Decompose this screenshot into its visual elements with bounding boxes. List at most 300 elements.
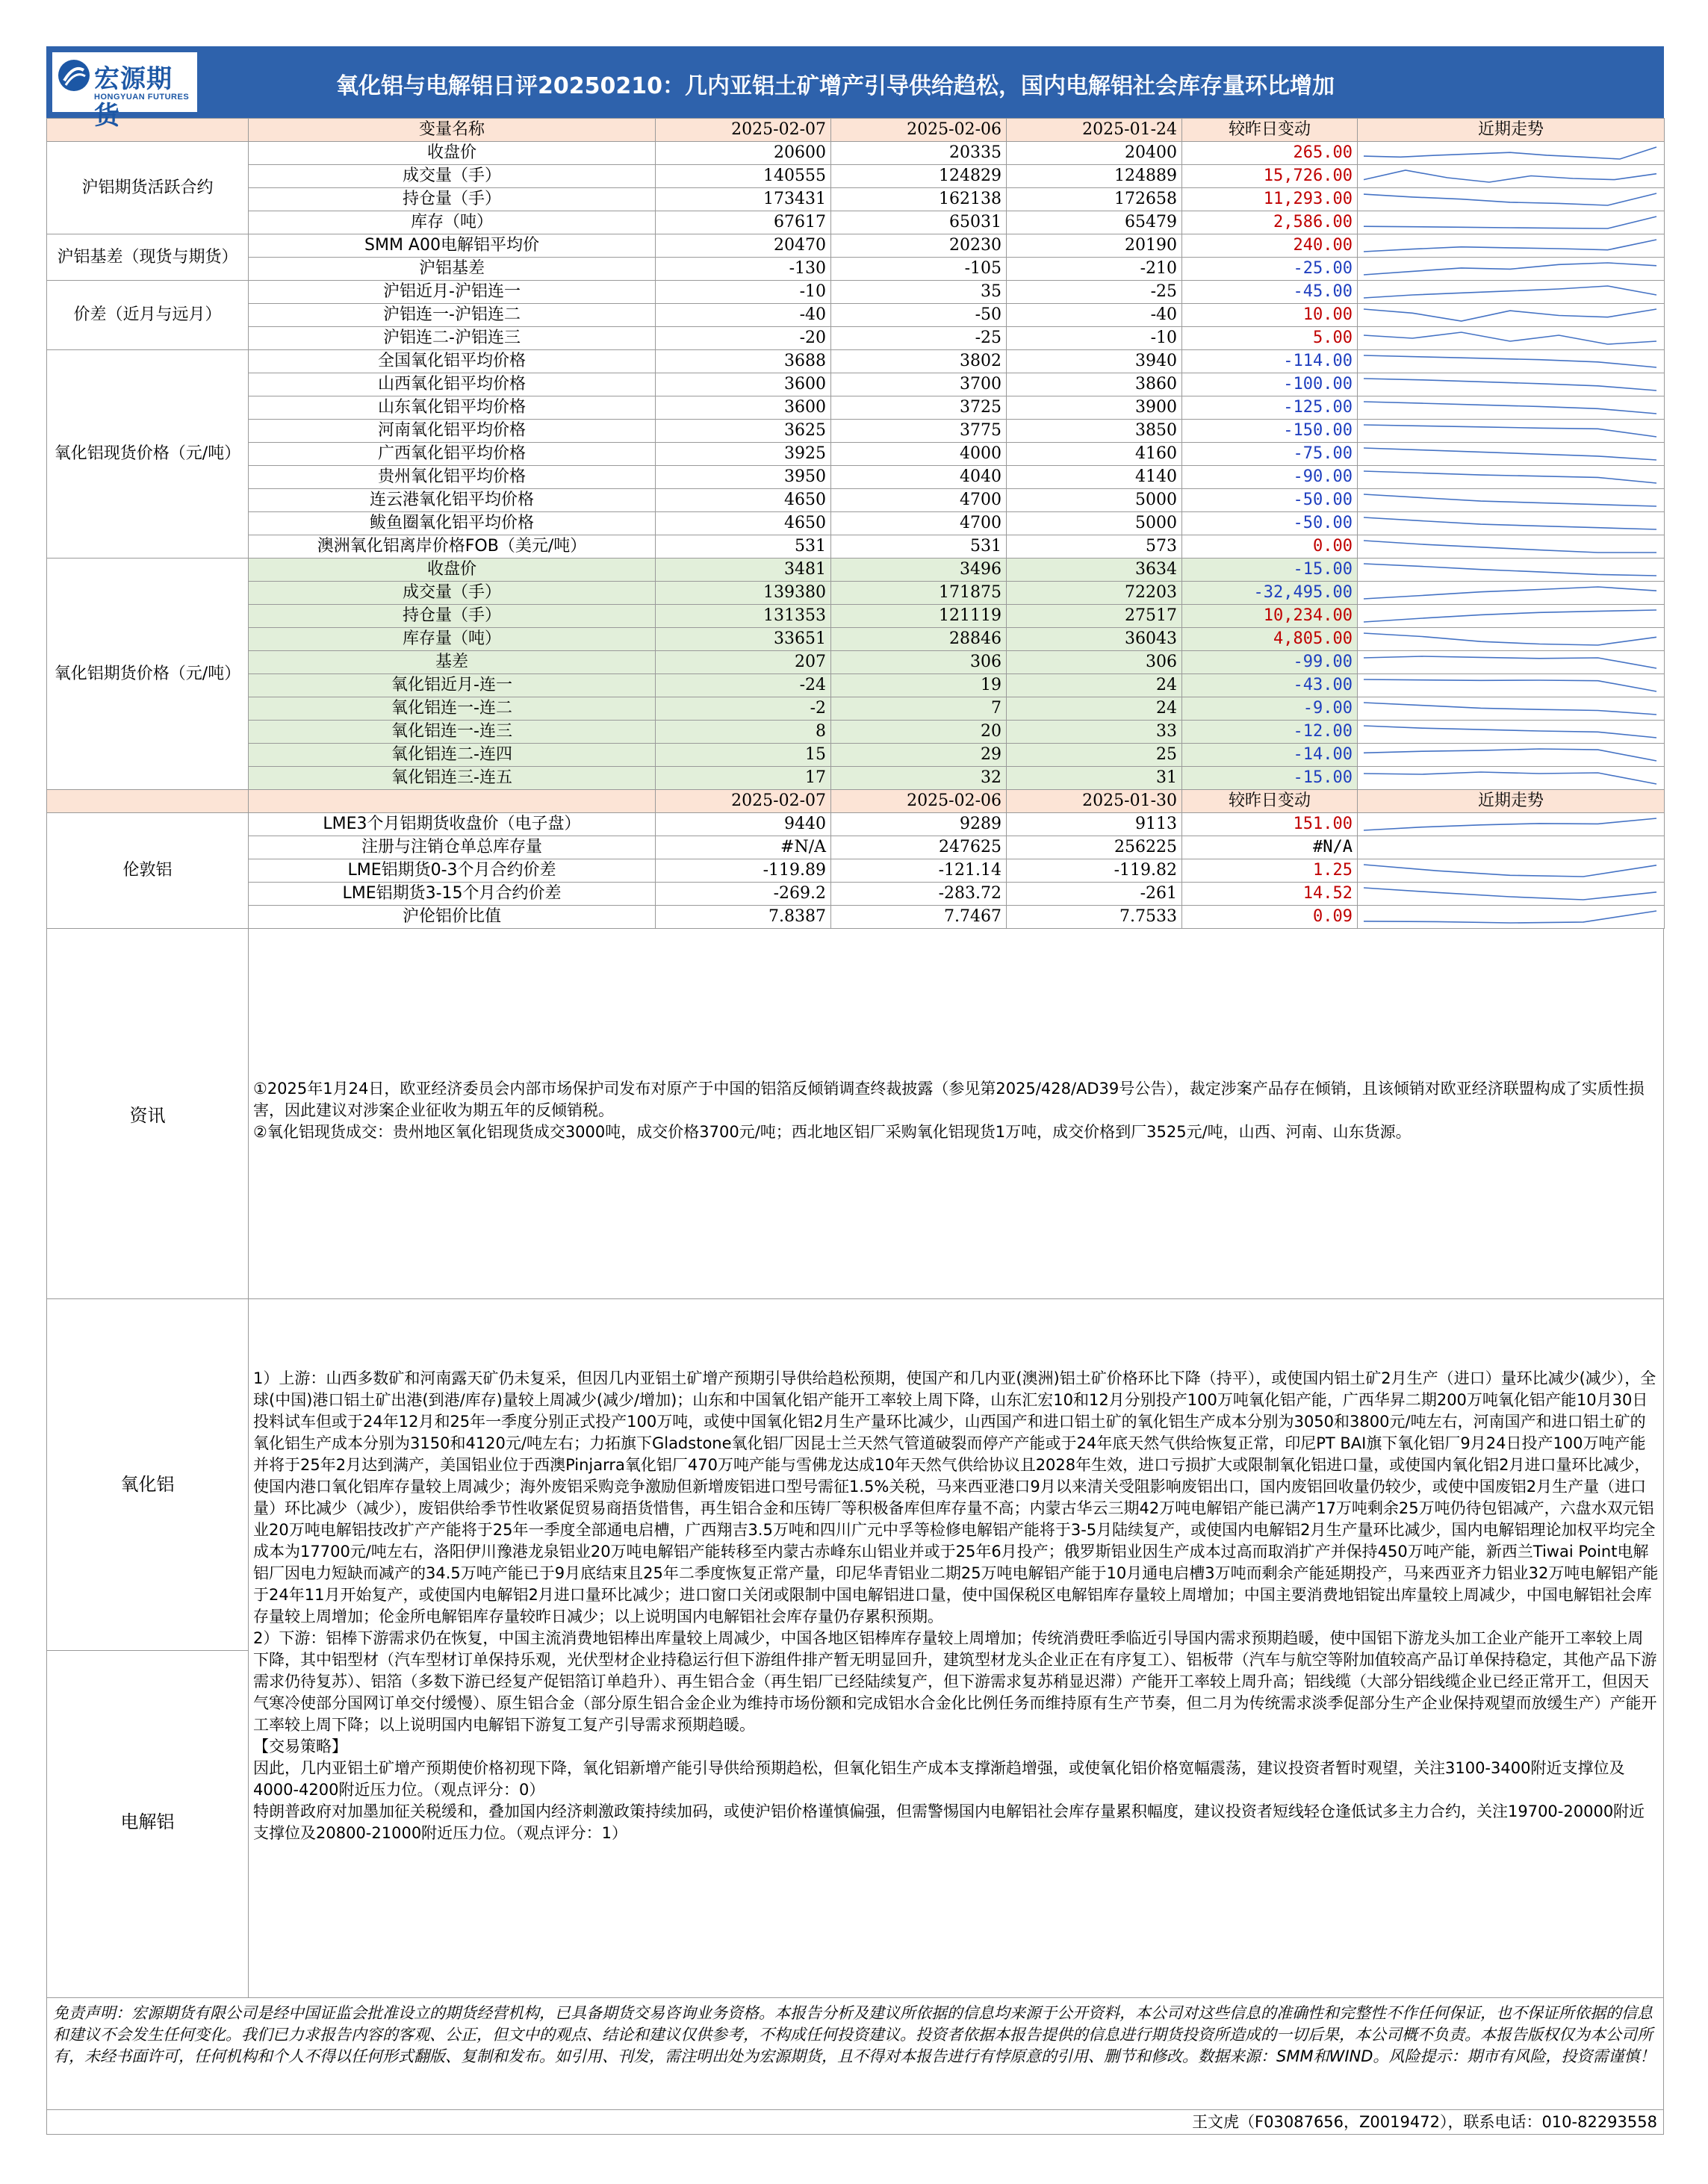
value-date-3: 5000: [1007, 489, 1182, 512]
daily-change: 0.00: [1182, 535, 1358, 559]
table-row: [47, 443, 1665, 466]
trend-sparkline: [1358, 906, 1665, 929]
daily-change: 15,726.00: [1182, 165, 1358, 188]
table-row: [47, 142, 1665, 165]
disclaimer: 免责声明：宏源期货有限公司是经中国证监会批准设立的期货经营机构，已具备期货交易咨询业务资格。本报告分析及建议所依据的信息均来源于公开资料，本公司对这些信息的准确性和完整性不作任何保证，也不保证所依据的信息和建议不会发生任何变化。我们已力求报告内容的客观、公正，但文中的观点、结论和建议仅供参考，不构成任何投资建议。投资者依据本报告提供的信息进行期货投资所造成的一切后果，本公司概不负责。本报告版权仅为本公司所有，未经书面许可，任何机构和个人不得以任何形式翻版、复制和发布。如引用、刊发，需注明出处为宏源期货，且不得对本报告进行有悖原意的引用、删节和修改。数据来源：SMM和WIND。风险提示：期市有风险，投资需谨慎！: [46, 1998, 1664, 2110]
table-row: [47, 281, 1665, 304]
value-date-1: -2: [656, 697, 831, 721]
value-date-2: 531: [831, 535, 1007, 559]
sparkline-chart: [1361, 213, 1659, 232]
value-date-3: 65479: [1007, 211, 1182, 234]
table-row: [47, 489, 1665, 512]
daily-change: -14.00: [1182, 744, 1358, 767]
value-date-1: 3481: [656, 559, 831, 582]
sparkline-line: [1364, 610, 1656, 622]
sparkline-line: [1364, 749, 1656, 761]
trend-sparkline: [1358, 489, 1665, 512]
value-date-2: 3802: [831, 350, 1007, 373]
variable-name: 鲅鱼圈氧化铝平均价格: [249, 512, 656, 535]
daily-change: 11,293.00: [1182, 188, 1358, 211]
daily-change: 10,234.00: [1182, 605, 1358, 628]
sparkline-chart: [1361, 514, 1659, 533]
value-date-3: 4160: [1007, 443, 1182, 466]
table-row: [47, 813, 1665, 836]
sparkline-line: [1364, 703, 1656, 715]
news-item-1: ①2025年1月24日，欧亚经济委员会内部市场保护司发布对原产于中国的铝箔反倾销调查终裁披露（参见第2025/428/AD39号公告），裁定涉案产品存在倾销，且该倾销对欧亚经济联盟构成了实质性损害，因此建议对涉案企业征收为期五年的反倾销税。: [253, 1080, 1645, 1119]
value-date-3: 3860: [1007, 373, 1182, 396]
daily-change: -15.00: [1182, 559, 1358, 582]
sparkline-line: [1364, 471, 1656, 483]
header-change: 较昨日变动: [1182, 790, 1358, 813]
value-date-1: -269.2: [656, 883, 831, 906]
sparkline-chart: [1361, 676, 1659, 695]
trend-sparkline: [1358, 211, 1665, 234]
header-change: 较昨日变动: [1182, 119, 1358, 142]
daily-change: -12.00: [1182, 721, 1358, 744]
value-date-1: 139380: [656, 582, 831, 605]
sparkline-chart: [1361, 375, 1659, 394]
trend-sparkline: [1358, 744, 1665, 767]
value-date-3: 256225: [1007, 836, 1182, 859]
trend-sparkline: [1358, 651, 1665, 674]
sparkline-chart: [1361, 398, 1659, 417]
value-date-3: -10: [1007, 327, 1182, 350]
sparkline-chart: [1361, 722, 1659, 741]
value-date-1: 33651: [656, 628, 831, 651]
value-date-1: 67617: [656, 211, 831, 234]
trend-sparkline: [1358, 582, 1665, 605]
daily-change: 10.00: [1182, 304, 1358, 327]
sparkline-line: [1364, 170, 1656, 182]
sparkline-line: [1364, 517, 1656, 529]
variable-name: 山西氧化铝平均价格: [249, 373, 656, 396]
table-row: [47, 188, 1665, 211]
sparkline-chart: [1361, 884, 1659, 903]
table-row: [47, 165, 1665, 188]
trend-sparkline: [1358, 883, 1665, 906]
value-date-2: 3775: [831, 420, 1007, 443]
variable-name: LME铝期货0-3个月合约价差: [249, 859, 656, 883]
strategy-alumina: 因此，几内亚铝土矿增产预期使价格初现下降，氧化铝新增产能引导供给预期趋松，但氧化铝生产成本支撑渐趋增强，或使氧化铝价格宽幅震荡，建议投资者暂时观望，关注3100-3400附近支撑位及4000-4200附近压力位。（观点评分：0）: [253, 1759, 1625, 1799]
table-row: [47, 234, 1665, 258]
variable-name: 收盘价: [249, 559, 656, 582]
trend-sparkline: [1358, 535, 1665, 559]
sparkline-line: [1364, 217, 1656, 228]
table-row: [47, 697, 1665, 721]
sparkline-line: [1364, 355, 1656, 367]
table-row: [47, 744, 1665, 767]
sparkline-line: [1364, 656, 1656, 668]
daily-change: -50.00: [1182, 512, 1358, 535]
value-date-3: 20400: [1007, 142, 1182, 165]
header-var-name: 变量名称: [249, 119, 656, 142]
sparkline-line: [1364, 679, 1656, 691]
sparkline-line: [1364, 448, 1656, 460]
trend-sparkline: [1358, 165, 1665, 188]
variable-name: 成交量（手）: [249, 165, 656, 188]
value-date-2: 247625: [831, 836, 1007, 859]
trend-sparkline: [1358, 188, 1665, 211]
value-date-3: 33: [1007, 721, 1182, 744]
value-date-1: #N/A: [656, 836, 831, 859]
value-date-2: 124829: [831, 165, 1007, 188]
trend-sparkline: [1358, 767, 1665, 790]
value-date-3: 24: [1007, 674, 1182, 697]
table-row: [47, 883, 1665, 906]
sparkline-chart: [1361, 190, 1659, 209]
trend-sparkline: [1358, 512, 1665, 535]
value-date-3: 3900: [1007, 396, 1182, 420]
value-date-3: -261: [1007, 883, 1182, 906]
analyst-contact: 王文虎（F03087656，Z0019472），联系电话：010-82293558: [46, 2110, 1664, 2135]
analysis-downstream: 2）下游：铝棒下游需求仍在恢复，中国主流消费地铝棒出库量较上周减少，中国各地区铝棒库存量较上周增加；传统消费旺季临近引导国内需求预期趋暖，使中国铝下游龙头加工企业产能开工率较上周下降，其中铝型材（汽车型材订单保持乐观，光伏型材企业持稳运行但下游组件排产暂无明显回升，建筑型材龙头企业正在有序复工）、铝板带（汽车与航空等附加值较高产品订单保持稳定，其他产品下游需求仍待复苏）、铝箔（多数下游已经复产促铝箔订单趋升）、再生铝合金（再生铝厂已经陆续复产，但下游需求复苏稍显迟滞）产能开工率较上周升高；铝线缆（大部分铝线缆企业已经正常开工，但因天气寒冷使部分国网订单交付缓慢）、原生铝合金（部分原生铝合金企业为维持市场份额和完成铝水合金化比例任务而维持原有生产节奏，但二月为传统需求淡季促部分生产企业保持观望而放缓生产）产能开工率较上周下降；以上说明国内电解铝下游复工复产引导需求预期趋暖。: [253, 1629, 1657, 1734]
sparkline-line: [1364, 865, 1656, 877]
logo-cn: 宏源期货: [94, 64, 173, 131]
sparkline-chart: [1361, 907, 1659, 927]
value-date-3: 25: [1007, 744, 1182, 767]
value-date-1: -130: [656, 258, 831, 281]
sparkline-chart: [1361, 143, 1659, 163]
variable-name: 库存（吨）: [249, 211, 656, 234]
sparkline-line: [1364, 263, 1656, 275]
company-logo: [51, 51, 199, 131]
news-section: [46, 929, 1664, 1299]
sparkline-chart: [1361, 421, 1659, 441]
group-label: 价差（近月与远月）: [47, 281, 249, 350]
daily-change: 265.00: [1182, 142, 1358, 165]
trend-sparkline: [1358, 142, 1665, 165]
table-row: [47, 605, 1665, 628]
table-header-row: [47, 790, 1665, 813]
sparkline-line: [1364, 587, 1656, 599]
variable-name: 注册与注销仓单总库存量: [249, 836, 656, 859]
variable-name: 山东氧化铝平均价格: [249, 396, 656, 420]
value-date-2: 171875: [831, 582, 1007, 605]
variable-name: LME3个月铝期货收盘价（电子盘）: [249, 813, 656, 836]
trend-sparkline: [1358, 443, 1665, 466]
value-date-2: 28846: [831, 628, 1007, 651]
trend-sparkline: [1358, 420, 1665, 443]
variable-name: 氧化铝连一-连二: [249, 697, 656, 721]
value-date-2: 65031: [831, 211, 1007, 234]
variable-name: 成交量（手）: [249, 582, 656, 605]
value-date-2: -50: [831, 304, 1007, 327]
daily-change: -90.00: [1182, 466, 1358, 489]
value-date-3: 20190: [1007, 234, 1182, 258]
daily-change: -50.00: [1182, 489, 1358, 512]
variable-name: 广西氧化铝平均价格: [249, 443, 656, 466]
variable-name: 氧化铝连三-连五: [249, 767, 656, 790]
header-trend: 近期走势: [1358, 790, 1665, 813]
value-date-3: 124889: [1007, 165, 1182, 188]
report-page: [46, 46, 1664, 2135]
sparkline-chart: [1361, 745, 1659, 765]
sparkline-line: [1364, 911, 1656, 923]
sparkline-line: [1364, 633, 1656, 645]
header-date-1: 2025-02-07: [656, 119, 831, 142]
strategy-aluminum: 特朗普政府对加墨加征关税缓和，叠加国内经济刺激政策持续加码，或使沪铝价格谨慎偏强，但需警惕国内电解铝社会库存量累积幅度，建议投资者短线轻仓逢低试多主力合约，关注19700-20000附近支撑位及20800-21000附近压力位。（观点评分：1）: [253, 1802, 1645, 1842]
value-date-1: 3925: [656, 443, 831, 466]
sparkline-line: [1364, 402, 1656, 414]
table-row: [47, 906, 1665, 929]
value-date-2: 20: [831, 721, 1007, 744]
sparkline-line: [1364, 888, 1656, 900]
table-row: [47, 420, 1665, 443]
daily-change: -43.00: [1182, 674, 1358, 697]
trend-sparkline: [1358, 304, 1665, 327]
group-label: 氧化铝期货价格（元/吨）: [47, 559, 249, 790]
trend-sparkline: [1358, 234, 1665, 258]
sparkline-line: [1364, 818, 1656, 830]
value-date-1: 20470: [656, 234, 831, 258]
variable-name: 河南氧化铝平均价格: [249, 420, 656, 443]
variable-name: SMM A00电解铝平均价: [249, 234, 656, 258]
daily-change: -125.00: [1182, 396, 1358, 420]
variable-name: 持仓量（手）: [249, 188, 656, 211]
variable-name: 连云港氧化铝平均价格: [249, 489, 656, 512]
value-date-1: 4650: [656, 489, 831, 512]
sparkline-chart: [1361, 305, 1659, 325]
alumina-label: 氧化铝: [120, 1474, 175, 1495]
trend-sparkline: [1358, 373, 1665, 396]
table-row: [47, 466, 1665, 489]
value-date-1: -20: [656, 327, 831, 350]
sparkline-line: [1364, 240, 1656, 252]
daily-change: -114.00: [1182, 350, 1358, 373]
sparkline-chart: [1361, 815, 1659, 834]
table-row: [47, 651, 1665, 674]
daily-change: 1.25: [1182, 859, 1358, 883]
value-date-3: 573: [1007, 535, 1182, 559]
value-date-1: 3600: [656, 396, 831, 420]
value-date-3: 36043: [1007, 628, 1182, 651]
table-row: [47, 258, 1665, 281]
trend-sparkline: [1358, 281, 1665, 304]
sparkline-line: [1364, 193, 1656, 205]
variable-name: 沪伦铝价比值: [249, 906, 656, 929]
trend-sparkline: [1358, 605, 1665, 628]
value-date-3: 3634: [1007, 559, 1182, 582]
value-date-2: 35: [831, 281, 1007, 304]
value-date-2: 3725: [831, 396, 1007, 420]
trend-sparkline: [1358, 721, 1665, 744]
table-row: [47, 582, 1665, 605]
value-date-2: -121.14: [831, 859, 1007, 883]
value-date-2: -105: [831, 258, 1007, 281]
trend-sparkline: [1358, 674, 1665, 697]
daily-change: 14.52: [1182, 883, 1358, 906]
value-date-1: 140555: [656, 165, 831, 188]
trend-sparkline: [1358, 327, 1665, 350]
analysis-section: [46, 1299, 1664, 1998]
sparkline-chart: [1361, 467, 1659, 487]
table-row: [47, 859, 1665, 883]
value-date-2: 3496: [831, 559, 1007, 582]
value-date-2: 4700: [831, 489, 1007, 512]
variable-name: 沪铝近月-沪铝连一: [249, 281, 656, 304]
daily-change: -75.00: [1182, 443, 1358, 466]
sparkline-chart: [1361, 606, 1659, 626]
value-date-1: 4650: [656, 512, 831, 535]
table-row: [47, 767, 1665, 790]
value-date-2: 4700: [831, 512, 1007, 535]
daily-change: -15.00: [1182, 767, 1358, 790]
value-date-2: 306: [831, 651, 1007, 674]
sparkline-chart: [1361, 560, 1659, 579]
news-body: [249, 929, 1663, 1298]
value-date-1: -119.89: [656, 859, 831, 883]
table-row: [47, 628, 1665, 651]
value-date-1: 173431: [656, 188, 831, 211]
value-date-1: 20600: [656, 142, 831, 165]
value-date-2: 162138: [831, 188, 1007, 211]
value-date-2: 3700: [831, 373, 1007, 396]
value-date-2: 29: [831, 744, 1007, 767]
sparkline-chart: [1361, 537, 1659, 556]
data-table: [46, 118, 1665, 929]
sparkline-line: [1364, 564, 1656, 576]
variable-name: 贵州氧化铝平均价格: [249, 466, 656, 489]
sparkline-chart: [1361, 768, 1659, 788]
sparkline-chart: [1361, 629, 1659, 649]
value-date-1: 131353: [656, 605, 831, 628]
value-date-3: 5000: [1007, 512, 1182, 535]
sparkline-line: [1364, 286, 1656, 298]
logo-mark-icon: [57, 58, 91, 93]
value-date-1: -24: [656, 674, 831, 697]
daily-change: 4,805.00: [1182, 628, 1358, 651]
value-date-1: 7.8387: [656, 906, 831, 929]
value-date-2: 7.7467: [831, 906, 1007, 929]
value-date-2: 7: [831, 697, 1007, 721]
daily-change: -150.00: [1182, 420, 1358, 443]
variable-name: 澳洲氧化铝离岸价格FOB（美元/吨）: [249, 535, 656, 559]
value-date-3: 27517: [1007, 605, 1182, 628]
sparkline-chart: [1361, 236, 1659, 255]
group-label: 沪铝基差（现货与期货）: [47, 234, 249, 281]
news-label: 资讯: [47, 929, 249, 1298]
variable-name: 收盘价: [249, 142, 656, 165]
value-date-3: 306: [1007, 651, 1182, 674]
daily-change: 151.00: [1182, 813, 1358, 836]
value-date-1: -40: [656, 304, 831, 327]
value-date-2: 9289: [831, 813, 1007, 836]
value-date-1: 3688: [656, 350, 831, 373]
value-date-1: 15: [656, 744, 831, 767]
sparkline-line: [1364, 541, 1656, 553]
header-date-3: 2025-01-30: [1007, 790, 1182, 813]
sparkline-chart: [1361, 491, 1659, 510]
sparkline-line: [1364, 332, 1656, 344]
variable-name: 沪铝连二-沪铝连三: [249, 327, 656, 350]
header-trend: 近期走势: [1358, 119, 1665, 142]
value-date-3: 3940: [1007, 350, 1182, 373]
daily-change: -45.00: [1182, 281, 1358, 304]
value-date-3: 9113: [1007, 813, 1182, 836]
value-date-2: 20335: [831, 142, 1007, 165]
variable-name: 持仓量（手）: [249, 605, 656, 628]
sparkline-chart: [1361, 259, 1659, 279]
daily-change: -9.00: [1182, 697, 1358, 721]
sparkline-line: [1364, 494, 1656, 506]
value-date-3: -210: [1007, 258, 1182, 281]
table-row: [47, 304, 1665, 327]
sparkline-line: [1364, 379, 1656, 391]
table-row: [47, 836, 1665, 859]
trend-sparkline: [1358, 559, 1665, 582]
value-date-2: -283.72: [831, 883, 1007, 906]
daily-change: #N/A: [1182, 836, 1358, 859]
value-date-1: 531: [656, 535, 831, 559]
table-row: [47, 350, 1665, 373]
value-date-3: 31: [1007, 767, 1182, 790]
table-row: [47, 674, 1665, 697]
trend-sparkline: [1358, 697, 1665, 721]
sparkline-line: [1364, 772, 1656, 784]
table-row: [47, 559, 1665, 582]
variable-name: 氧化铝近月-连一: [249, 674, 656, 697]
sparkline-chart: [1361, 699, 1659, 718]
variable-name: LME铝期货3-15个月合约价差: [249, 883, 656, 906]
value-date-2: 121119: [831, 605, 1007, 628]
value-date-3: -40: [1007, 304, 1182, 327]
value-date-2: 4000: [831, 443, 1007, 466]
value-date-1: 207: [656, 651, 831, 674]
sparkline-line: [1364, 726, 1656, 738]
daily-change: 0.09: [1182, 906, 1358, 929]
strategy-title: 【交易策略】: [253, 1737, 347, 1755]
daily-change: 240.00: [1182, 234, 1358, 258]
value-date-1: 9440: [656, 813, 831, 836]
daily-change: 5.00: [1182, 327, 1358, 350]
table-header-row: [47, 119, 1665, 142]
value-date-3: 172658: [1007, 188, 1182, 211]
sparkline-line: [1364, 309, 1656, 321]
value-date-2: 4040: [831, 466, 1007, 489]
table-row: [47, 535, 1665, 559]
group-label: 氧化铝现货价格（元/吨）: [47, 350, 249, 559]
analysis-labels: [47, 1299, 249, 1997]
value-date-2: 20230: [831, 234, 1007, 258]
daily-change: -99.00: [1182, 651, 1358, 674]
value-date-3: -25: [1007, 281, 1182, 304]
variable-name: 沪铝连一-沪铝连二: [249, 304, 656, 327]
variable-name: 基差: [249, 651, 656, 674]
value-date-3: 3850: [1007, 420, 1182, 443]
group-label: 伦敦铝: [47, 813, 249, 929]
table-row: [47, 512, 1665, 535]
variable-name: 库存量（吨）: [249, 628, 656, 651]
value-date-3: 7.7533: [1007, 906, 1182, 929]
header-date-2: 2025-02-06: [831, 119, 1007, 142]
news-item-2: ②氧化铝现货成交：贵州地区氧化铝现货成交3000吨，成交价格3700元/吨；西北地区铝厂采购氧化铝现货1万吨，成交价格到厂3525元/吨，山西、河南、山东货源。: [253, 1123, 1412, 1141]
sparkline-chart: [1361, 444, 1659, 464]
trend-sparkline: [1358, 258, 1665, 281]
value-date-3: -119.82: [1007, 859, 1182, 883]
value-date-3: 24: [1007, 697, 1182, 721]
table-row: [47, 327, 1665, 350]
value-date-1: -10: [656, 281, 831, 304]
trend-sparkline: [1358, 628, 1665, 651]
sparkline-chart: [1361, 838, 1659, 857]
trend-sparkline: [1358, 350, 1665, 373]
trend-sparkline: [1358, 836, 1665, 859]
sparkline-chart: [1361, 352, 1659, 371]
value-date-1: 8: [656, 721, 831, 744]
variable-name: 氧化铝连二-连四: [249, 744, 656, 767]
value-date-1: 3625: [656, 420, 831, 443]
logo-en: HONGYUAN FUTURES: [94, 93, 190, 102]
